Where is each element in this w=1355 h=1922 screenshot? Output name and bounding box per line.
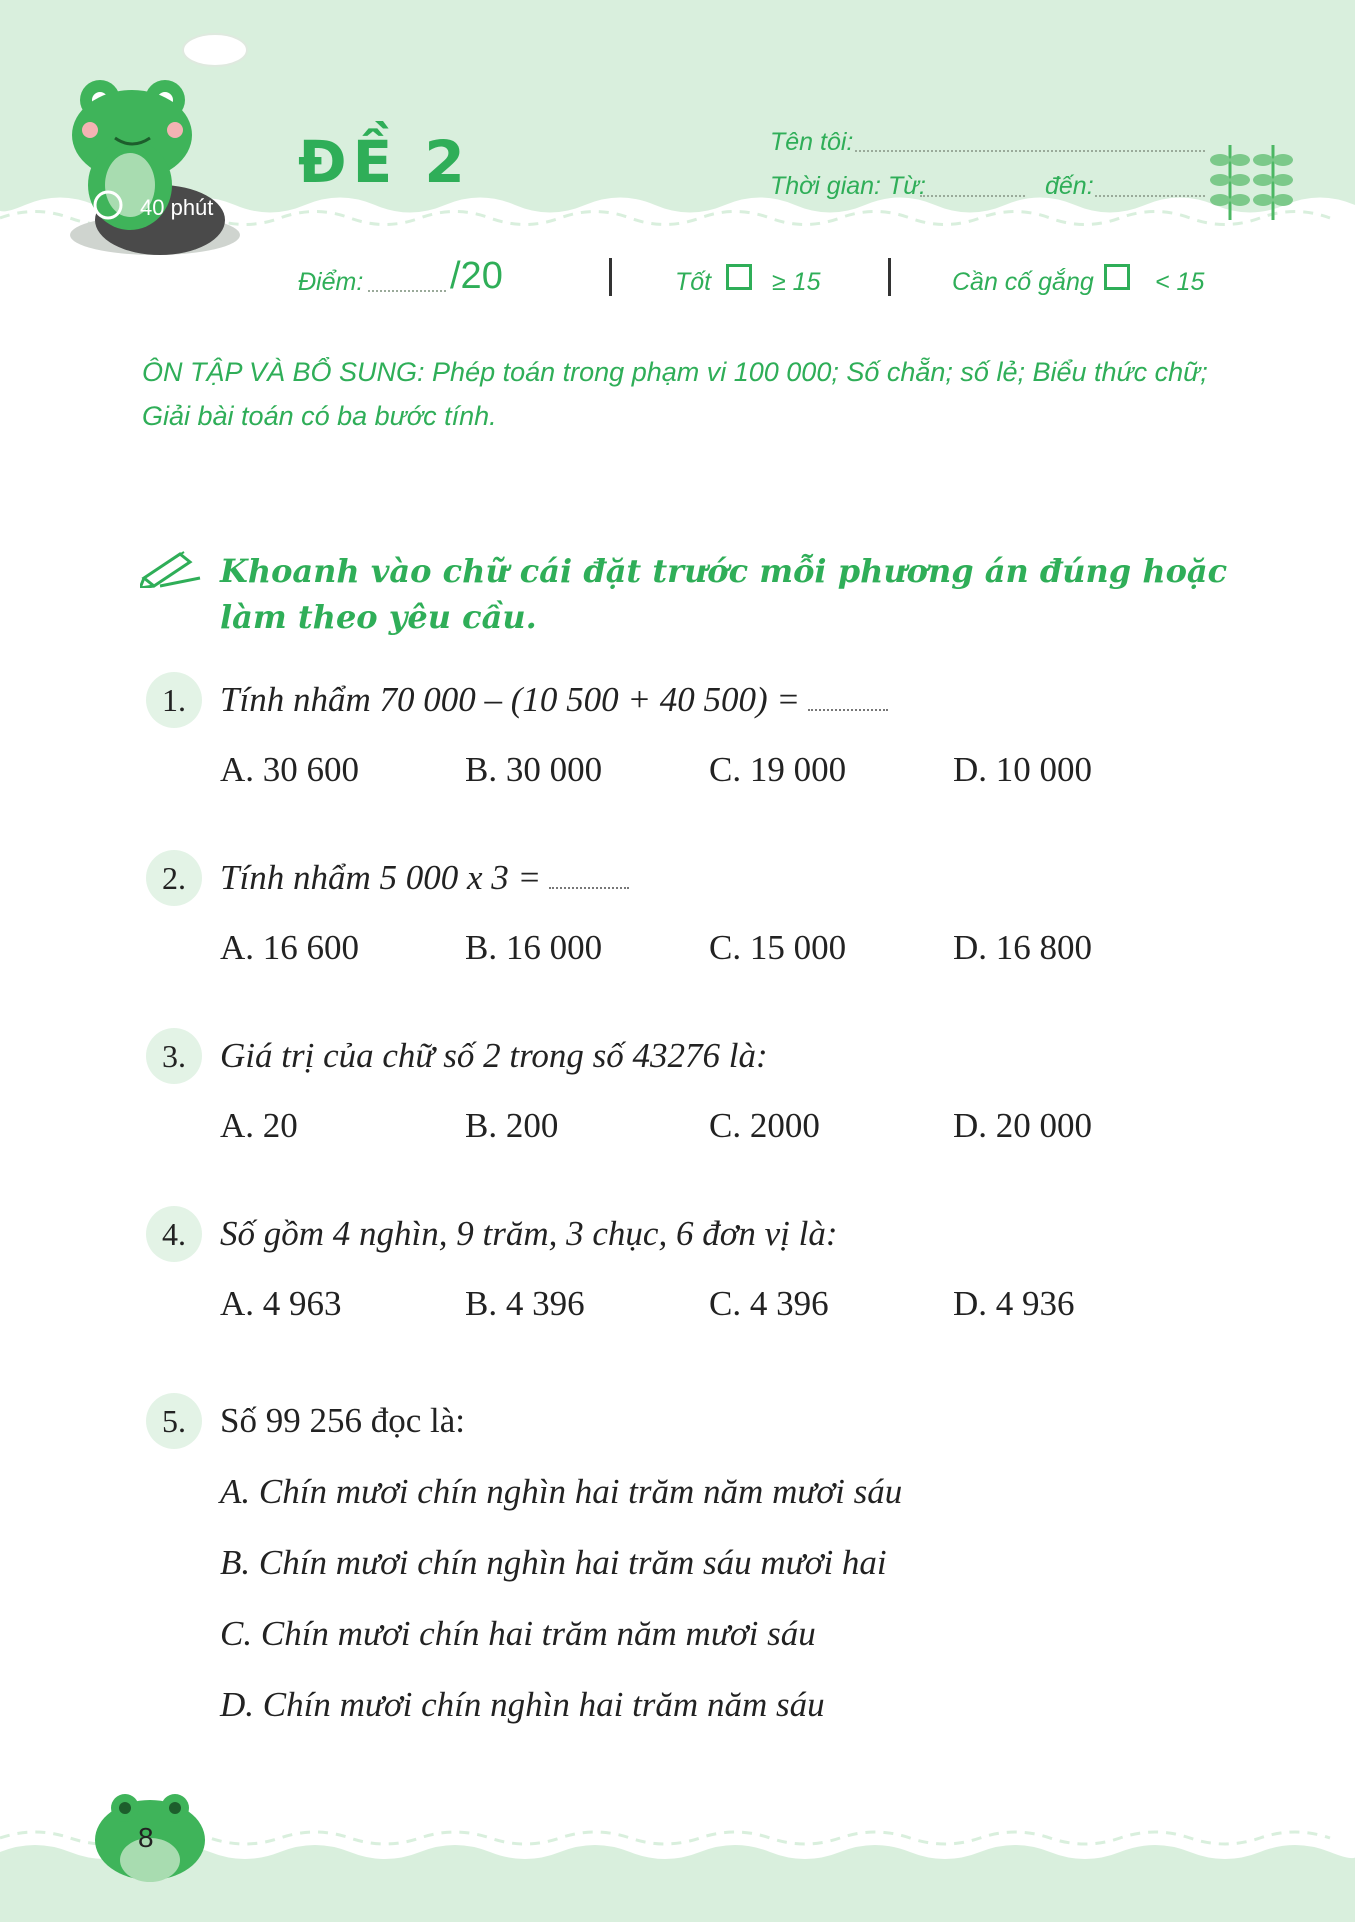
option-b[interactable]: B. 4 396 [465,1284,585,1323]
good-label: Tốt [675,268,712,296]
try-checkbox[interactable] [1104,264,1130,290]
answer-blank[interactable] [549,887,629,889]
name-label: Tên tôi: [770,128,854,156]
score-field[interactable] [368,290,446,292]
answer-blank[interactable] [808,709,888,711]
instruction-text: Khoanh vào chữ cái đặt trước mỗi phương án đúng hoặc làm theo yêu cầu. [220,552,1228,636]
plant-decoration-icon [1205,135,1300,225]
name-field[interactable] [855,150,1205,152]
score-max: /20 [450,255,503,297]
question-number: 2. [146,850,202,906]
option-b[interactable]: B. 200 [465,1106,559,1145]
question-4-text: Số gồm 4 nghìn, 9 trăm, 3 chục, 6 đơn vị là: [220,1214,838,1253]
option-c[interactable]: C. 19 000 [709,750,847,789]
time-from-field[interactable] [920,195,1025,197]
separator [888,258,891,296]
review-topics: ÔN TẬP VÀ BỔ SUNG: Phép toán trong phạm vi 100 000; Số chẵn; số lẻ; Biểu thức chữ; Giải bài toán có ba bước tính. [142,357,1208,431]
pencil-icon [140,548,202,588]
option-c[interactable]: C. 4 396 [709,1284,829,1323]
option-c[interactable]: C. Chín mươi chín hai trăm năm mươi sáu [220,1614,816,1653]
option-a[interactable]: A. 16 600 [220,928,360,967]
question-number: 3. [146,1028,202,1084]
score-label: Điểm: [298,268,364,296]
option-d[interactable]: D. Chín mươi chín nghìn hai trăm năm sáu [220,1685,825,1724]
time-from-label: Thời gian: Từ: [770,172,927,200]
question-text [220,858,629,898]
good-checkbox[interactable] [726,264,752,290]
page-title: ĐỀ 2 [298,128,471,196]
option-a[interactable]: A. Chín mươi chín nghìn hai trăm năm mươi sáu [220,1472,903,1511]
option-d[interactable]: D. 20 000 [953,1106,1093,1145]
option-a[interactable]: A. 4 963 [220,1284,342,1323]
option-c[interactable]: C. 15 000 [709,928,847,967]
question-number: 5. [146,1393,202,1449]
question-3-text: Giá trị của chữ số 2 trong số 43276 là: [220,1036,768,1075]
good-threshold: ≥ 15 [772,268,821,296]
time-badge-label: 40 phút [140,195,214,220]
question-text [220,680,888,720]
option-c[interactable]: C. 2000 [709,1106,820,1145]
option-a[interactable]: A. 30 600 [220,750,360,789]
try-label: Cần cố gắng [952,268,1094,296]
option-d[interactable]: D. 4 936 [953,1284,1075,1323]
question-number: 1. [146,672,202,728]
frog-mascot-icon [70,20,300,260]
footer-background [0,1790,1355,1922]
question-2-text: Tính nhẩm 5 000 x 3 = [220,858,542,897]
option-d[interactable]: D. 16 800 [953,928,1093,967]
option-d[interactable]: D. 10 000 [953,750,1093,789]
separator [609,258,612,296]
question-1-text: Tính nhẩm 70 000 – (10 500 + 40 500) = [220,680,801,719]
question-5-text: Số 99 256 đọc là: [220,1401,465,1440]
try-threshold: < 15 [1155,268,1205,296]
time-to-label: đến: [1045,172,1094,200]
question-number: 4. [146,1206,202,1262]
page-number: 8 [138,1822,154,1853]
option-b[interactable]: B. 16 000 [465,928,603,967]
option-b[interactable]: B. 30 000 [465,750,603,789]
time-to-field[interactable] [1095,195,1205,197]
option-b[interactable]: B. Chín mươi chín nghìn hai trăm sáu mươi hai [220,1543,887,1582]
option-a[interactable]: A. 20 [220,1106,298,1145]
